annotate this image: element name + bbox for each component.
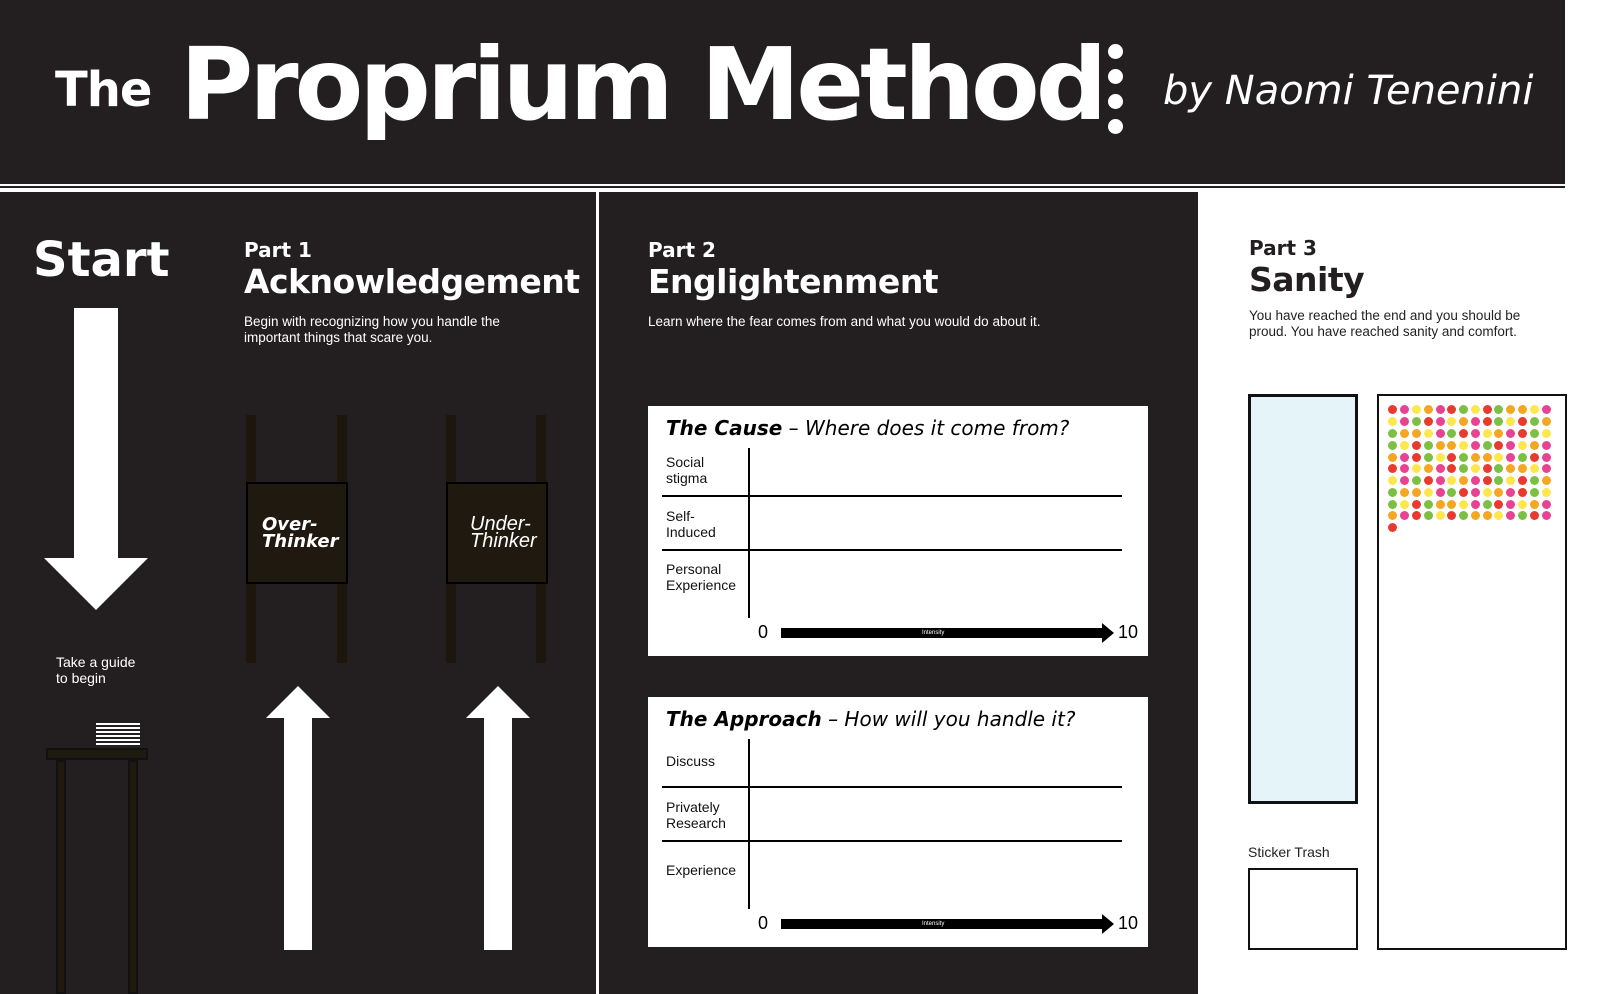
sticker-dot[interactable] [1459,488,1468,497]
part3-title: Sanity [1249,260,1365,299]
author-byline: by Naomi Tenenini [1163,68,1534,114]
sticker-dot[interactable] [1471,405,1480,414]
guide-stand-leg-right [128,760,138,994]
sticker-dot[interactable] [1518,441,1527,450]
sanity-tube[interactable] [1248,394,1358,804]
up-arrow-icon [266,686,330,950]
sticker-dot[interactable] [1400,500,1409,509]
approach-row-label: Privately Research [666,799,726,831]
sticker-dot[interactable] [1412,476,1421,485]
sticker-dot[interactable] [1530,476,1539,485]
sticker-dot[interactable] [1447,476,1456,485]
sticker-dot[interactable] [1506,405,1515,414]
sticker-dot[interactable] [1412,488,1421,497]
sticker-dot[interactable] [1494,464,1503,473]
cause-axis-caption: Intensity [922,630,945,636]
sticker-dot[interactable] [1471,417,1480,426]
part2-description: Learn where the fear comes from and what you would do about it. [648,314,1041,329]
cause-vertical-axis [748,448,750,618]
sticker-board[interactable] [1377,394,1567,950]
sticker-dot[interactable] [1388,476,1397,485]
sticker-dot[interactable] [1447,441,1456,450]
sticker-dot[interactable] [1494,453,1503,462]
sticker-dot[interactable] [1483,405,1492,414]
sticker-dot[interactable] [1494,405,1503,414]
cause-title-bold: The Cause [666,416,783,440]
sticker-dot[interactable] [1471,511,1480,520]
sticker-dot[interactable] [1436,453,1445,462]
guide-stand-leg-left [56,760,66,994]
sticker-dot[interactable] [1400,511,1409,520]
sticker-dot[interactable] [1412,405,1421,414]
sticker-dot[interactable] [1400,453,1409,462]
approach-axis-caption: Intensity [922,921,945,927]
sticker-dot[interactable] [1388,523,1397,532]
sticker-dot[interactable] [1494,488,1503,497]
approach-axis-max: 10 [1118,913,1139,933]
sticker-dot[interactable] [1542,417,1551,426]
approach-row-label: Experience [666,862,737,878]
sticker-dot[interactable] [1518,405,1527,414]
sticker-dot[interactable] [1506,464,1515,473]
cause-axis-max: 10 [1118,622,1139,642]
sticker-dot[interactable] [1412,441,1421,450]
sticker-dot[interactable] [1459,476,1468,485]
sticker-dot[interactable] [1542,429,1551,438]
sticker-dot[interactable] [1459,429,1468,438]
sticker-dot[interactable] [1400,417,1409,426]
sticker-dot[interactable] [1530,429,1539,438]
approach-title-bold: The Approach [666,707,822,731]
sticker-dot[interactable] [1436,405,1445,414]
sticker-dot[interactable] [1459,441,1468,450]
sticker-dot[interactable] [1412,417,1421,426]
sticker-dot[interactable] [1471,429,1480,438]
sticker-dot[interactable] [1459,500,1468,509]
sticker-dot[interactable] [1542,453,1551,462]
sticker-dot[interactable] [1494,511,1503,520]
sticker-dot[interactable] [1447,405,1456,414]
dot [1108,44,1123,59]
sticker-dot[interactable] [1506,476,1515,485]
sticker-dot[interactable] [1436,488,1445,497]
sticker-dot[interactable] [1436,476,1445,485]
sticker-dot[interactable] [1388,488,1397,497]
arrowhead-icon [1102,623,1114,643]
sticker-dot[interactable] [1436,441,1445,450]
sticker-dot[interactable] [1530,441,1539,450]
sticker-dot[interactable] [1530,500,1539,509]
guide-instruction: Take a guide to begin [56,654,136,686]
cause-card [648,406,1148,656]
sticker-dot[interactable] [1424,417,1433,426]
sticker-dot[interactable] [1436,429,1445,438]
sticker-dot[interactable] [1518,511,1527,520]
up-arrow-icon [466,686,530,950]
sticker-dot[interactable] [1518,476,1527,485]
sticker-dot[interactable] [1494,441,1503,450]
sticker-dot[interactable] [1436,464,1445,473]
sticker-dot[interactable] [1388,511,1397,520]
sticker-dot[interactable] [1506,488,1515,497]
part3-description: You have reached the end and you should be proud. You have reached sanity and comfort. [1249,308,1521,339]
sticker-dot[interactable] [1424,464,1433,473]
cause-card-title [666,416,1069,440]
sticker-dot[interactable] [1530,511,1539,520]
sticker-dot[interactable] [1459,464,1468,473]
sticker-dot[interactable] [1483,417,1492,426]
sticker-dot[interactable] [1506,500,1515,509]
sticker-dot[interactable] [1471,464,1480,473]
sticker-dot[interactable] [1436,417,1445,426]
sticker-dot[interactable] [1494,476,1503,485]
sticker-dot[interactable] [1518,453,1527,462]
sticker-dot[interactable] [1471,500,1480,509]
sticker-dot[interactable] [1459,453,1468,462]
sticker-dot[interactable] [1412,464,1421,473]
sticker-dot[interactable] [1400,488,1409,497]
sticker-dot[interactable] [1494,429,1503,438]
sticker-dot[interactable] [1400,405,1409,414]
arrowhead-icon [1102,914,1114,934]
sticker-dot[interactable] [1400,429,1409,438]
sticker-dot[interactable] [1388,500,1397,509]
approach-row-line [662,786,1122,788]
sticker-dot[interactable] [1542,464,1551,473]
cause-row-line [662,549,1122,551]
cause-row-label: Personal Experience [666,561,737,593]
sticker-dot[interactable] [1400,476,1409,485]
approach-card-title [666,707,1075,731]
approach-card [648,697,1148,947]
sticker-trash-label: Sticker Trash [1248,844,1330,860]
sticker-dot[interactable] [1388,429,1397,438]
approach-axis-min: 0 [758,913,769,933]
underthinker-sign[interactable] [446,482,548,584]
sticker-dot[interactable] [1530,417,1539,426]
sticker-dot[interactable] [1483,453,1492,462]
sticker-dot[interactable] [1518,417,1527,426]
dot [1108,69,1123,84]
sticker-dot[interactable] [1530,488,1539,497]
sticker-dot[interactable] [1424,500,1433,509]
sticker-dot[interactable] [1412,511,1421,520]
sticker-dot[interactable] [1530,464,1539,473]
underthinker-label: Under- Thinker [470,513,537,552]
header-banner [0,0,1565,184]
approach-row-line [662,840,1122,842]
part2-title: Englightenment [648,262,939,301]
sticker-dot[interactable] [1483,476,1492,485]
approach-title-rest: – How will you handle it? [821,707,1076,731]
sticker-dot[interactable] [1388,453,1397,462]
sticker-dot[interactable] [1494,417,1503,426]
sticker-dot[interactable] [1424,511,1433,520]
sticker-dot[interactable] [1483,464,1492,473]
approach-vertical-axis [748,739,750,909]
sticker-dot[interactable] [1518,488,1527,497]
sticker-dot[interactable] [1400,441,1409,450]
sticker-dot[interactable] [1506,511,1515,520]
sticker-dot[interactable] [1542,488,1551,497]
sticker-dot[interactable] [1494,500,1503,509]
part2-label: Part 2 [648,238,716,262]
cause-axis-min: 0 [758,622,769,642]
sticker-dot[interactable] [1447,453,1456,462]
part1-title: Acknowledgement [244,262,580,301]
start-heading: Start [33,232,170,288]
sticker-dot[interactable] [1483,488,1492,497]
sticker-dot[interactable] [1447,488,1456,497]
part1-description: Begin with recognizing how you handle the important things that scare you. [244,314,500,345]
sticker-dot[interactable] [1483,429,1492,438]
cause-title-rest: – Where does it come from? [782,416,1070,440]
sticker-dot[interactable] [1412,453,1421,462]
title-the: The [55,62,152,118]
sticker-dot[interactable] [1459,405,1468,414]
sticker-dot[interactable] [1436,511,1445,520]
overthinker-label: Over- Thinker [262,514,339,552]
cause-row-line [662,495,1122,497]
sticker-dot[interactable] [1530,405,1539,414]
sticker-dot[interactable] [1506,417,1515,426]
sticker-dot[interactable] [1424,405,1433,414]
sticker-dot[interactable] [1388,405,1397,414]
sticker-dot[interactable] [1483,441,1492,450]
sticker-dot[interactable] [1412,429,1421,438]
sticker-dot[interactable] [1424,429,1433,438]
sticker-dot[interactable] [1424,476,1433,485]
sticker-dot[interactable] [1542,476,1551,485]
sticker-dot[interactable] [1506,441,1515,450]
sticker-dot[interactable] [1424,488,1433,497]
sticker-dot[interactable] [1506,453,1515,462]
sticker-dot[interactable] [1447,500,1456,509]
sticker-trash-box[interactable] [1248,868,1358,950]
sticker-dot[interactable] [1542,441,1551,450]
sticker-dot[interactable] [1447,511,1456,520]
sticker-dot[interactable] [1542,500,1551,509]
sticker-dot[interactable] [1412,500,1421,509]
vertical-dots-divider [1108,44,1124,154]
sticker-dot[interactable] [1424,453,1433,462]
page-title: Proprium Method [180,26,1104,143]
sticker-dot[interactable] [1459,417,1468,426]
sticker-dot[interactable] [1400,464,1409,473]
sticker-dot[interactable] [1388,441,1397,450]
cause-row-label: Social stigma [666,454,708,486]
sticker-dot[interactable] [1518,500,1527,509]
sticker-dot[interactable] [1447,417,1456,426]
sticker-dot[interactable] [1447,429,1456,438]
guide-papers-stack[interactable] [96,723,140,747]
sticker-dot[interactable] [1436,500,1445,509]
sticker-dot[interactable] [1542,405,1551,414]
sticker-dot[interactable] [1388,417,1397,426]
sticker-dot[interactable] [1447,464,1456,473]
sticker-dot[interactable] [1471,441,1480,450]
sticker-dot[interactable] [1542,511,1551,520]
sticker-dot[interactable] [1506,429,1515,438]
sticker-dot[interactable] [1424,441,1433,450]
guide-stand-top [46,748,148,760]
sticker-dot[interactable] [1459,511,1468,520]
cause-row-label: Self- Induced [666,508,716,540]
dot [1108,119,1123,134]
sticker-dot[interactable] [1483,511,1492,520]
approach-row-label: Discuss [666,753,716,769]
sticker-dot[interactable] [1530,453,1539,462]
sticker-dot[interactable] [1518,464,1527,473]
dot [1108,94,1123,109]
sticker-dot[interactable] [1518,429,1527,438]
sticker-dot[interactable] [1471,453,1480,462]
sticker-dot[interactable] [1388,464,1397,473]
sticker-dots-grid [1387,404,1561,534]
sticker-dot[interactable] [1483,500,1492,509]
part3-label: Part 3 [1249,236,1317,260]
sticker-dot[interactable] [1471,476,1480,485]
down-arrow-icon [44,308,148,610]
sticker-dot[interactable] [1471,488,1480,497]
overthinker-sign[interactable] [246,482,348,584]
part1-label: Part 1 [244,238,312,262]
